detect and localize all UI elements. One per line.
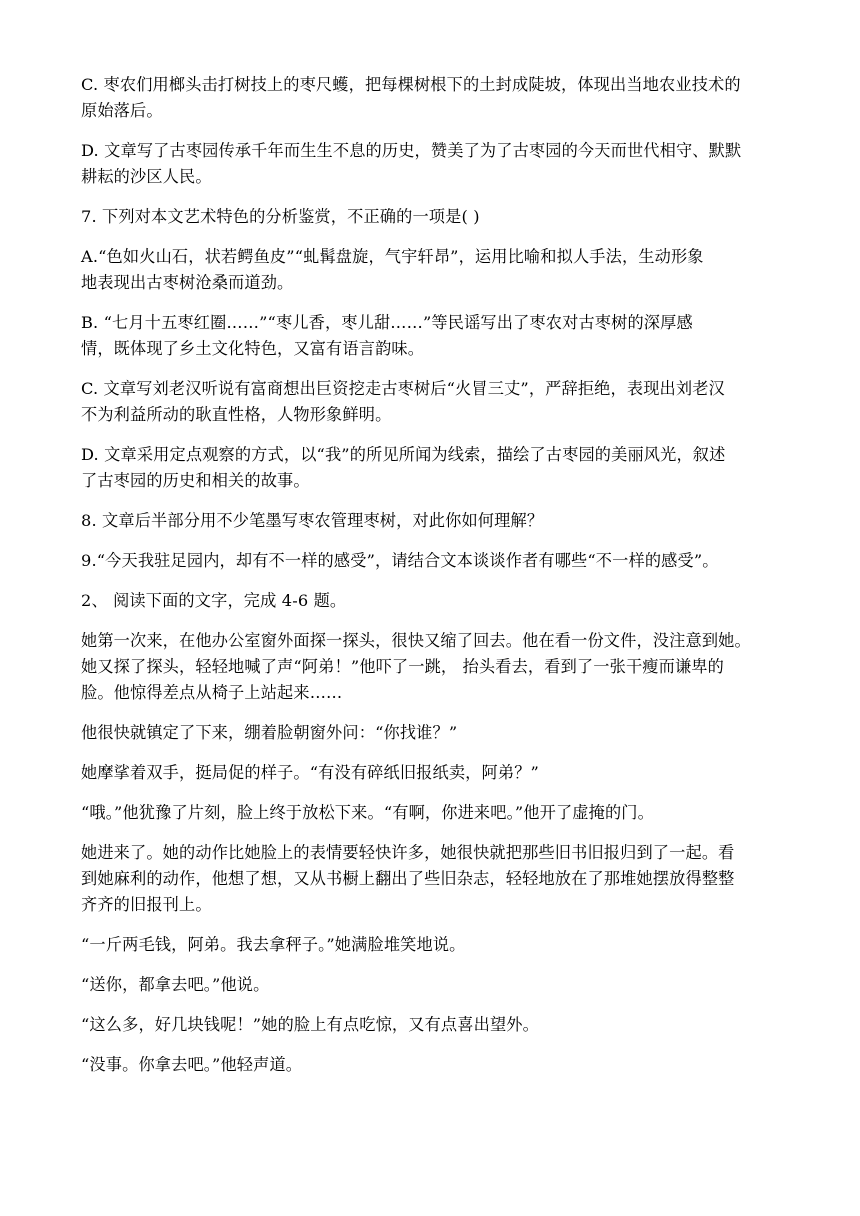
text-line: 8. 文章后半部分用不少笔墨写枣农管理枣树，对此你如何理解？ [81,511,544,530]
text-line: 齐齐的旧报刊上。 [81,895,212,914]
paragraph [81,972,781,998]
text-line: 脸。他惊得差点从椅子上站起来…… [81,683,343,702]
text-line: 7. 下列对本文艺术特色的分析鉴赏，不正确的一项是( ) [81,207,480,226]
paragraph [81,1052,781,1078]
text-line: D. 文章写了古枣园传承千年而生生不息的历史，赞美了为了古枣园的今天而世代相守、默默 [81,141,742,160]
paragraph [81,800,781,826]
text-line: 到她麻利的动作，他想了想，又从书橱上翻出了些旧杂志，轻轻地放在了那堆她摆放得整整 [81,869,735,888]
text-line: 她摩挲着双手，挺局促的样子。“有没有碎纸旧报纸卖，阿弟？” [81,763,539,782]
paragraph [81,840,781,918]
text-line: 9.“今天我驻足园内，却有不一样的感受”，请结合文本谈谈作者有哪些“不一样的感受”。 [81,551,719,570]
text-line: C. 枣农们用榔头击打树技上的枣尺蠖，把每棵树根下的土封成陡坡，体现出当地农业技术的 [81,75,741,94]
text-line: 她第一次来，在他办公室窗外面探一探头，很快又缩了回去。他在看一份文件，没注意到她。 [81,631,751,650]
text-line: 了古枣园的历史和相关的故事。 [81,471,310,490]
paragraph [81,442,781,494]
text-line: B. “七月十五枣红圈……”“枣儿香，枣儿甜……”等民谣写出了枣农对古枣树的深厚感 [81,313,693,332]
paragraph [81,760,781,786]
text-line: 原始落后。 [81,101,163,120]
text-line: C. 文章写刘老汉听说有富商想出巨资挖走古枣树后“火冒三丈”，严辞拒绝，表现出刘老汉 [81,379,725,398]
paragraph [81,72,781,124]
paragraph [81,932,781,958]
paragraph [81,310,781,362]
text-line: 她又探了探头，轻轻地喊了声“阿弟！”他吓了一跳， 抬头看去，看到了一张干瘦而谦卑的 [81,657,724,676]
paragraph [81,720,781,746]
paragraph [81,244,781,296]
text-line: D. 文章采用定点观察的方式，以“我”的所见所闻为线索，描绘了古枣园的美丽风光，叙述 [81,445,726,464]
text-line: 情，既体现了乡土文化特色，又富有语言韵味。 [81,339,425,358]
text-line: 不为利益所动的耿直性格，人物形象鲜明。 [81,405,392,424]
text-line: “送你，都拿去吧。”他说。 [81,975,270,994]
text-line: 她进来了。她的动作比她脸上的表情要轻快许多，她很快就把那些旧书旧报归到了一起。看 [81,843,735,862]
paragraph [81,376,781,428]
text-line: “这么多，好几块钱呢！”她的脸上有点吃惊，又有点喜出望外。 [81,1015,539,1034]
paragraph [81,204,781,230]
paragraph [81,588,781,614]
text-line: A.“色如火山石，状若鳄鱼皮”“虬髯盘旋，气宇轩昂”，运用比喻和拟人手法，生动形象 [81,247,704,266]
text-line: “一斤两毛钱，阿弟。我去拿秤子。”她满脸堆笑地说。 [81,935,466,954]
text-line: 他很快就镇定了下来，绷着脸朝窗外问：“你找谁？” [81,723,458,742]
text-line: “哦。”他犹豫了片刻，脸上终于放松下来。“有啊，你进来吧。”他开了虚掩的门。 [81,803,654,822]
paragraph [81,548,781,574]
paragraph [81,138,781,190]
text-line: 2、 阅读下面的文字，完成 4-6 题。 [81,591,347,610]
text-line: 地表现出古枣树沧桑而道劲。 [81,273,294,292]
text-line: 耕耘的沙区人民。 [81,167,212,186]
paragraph [81,628,781,706]
paragraph [81,1012,781,1038]
document-body [81,72,781,1092]
paragraph [81,508,781,534]
text-line: “没事。你拿去吧。”他轻声道。 [81,1055,303,1074]
